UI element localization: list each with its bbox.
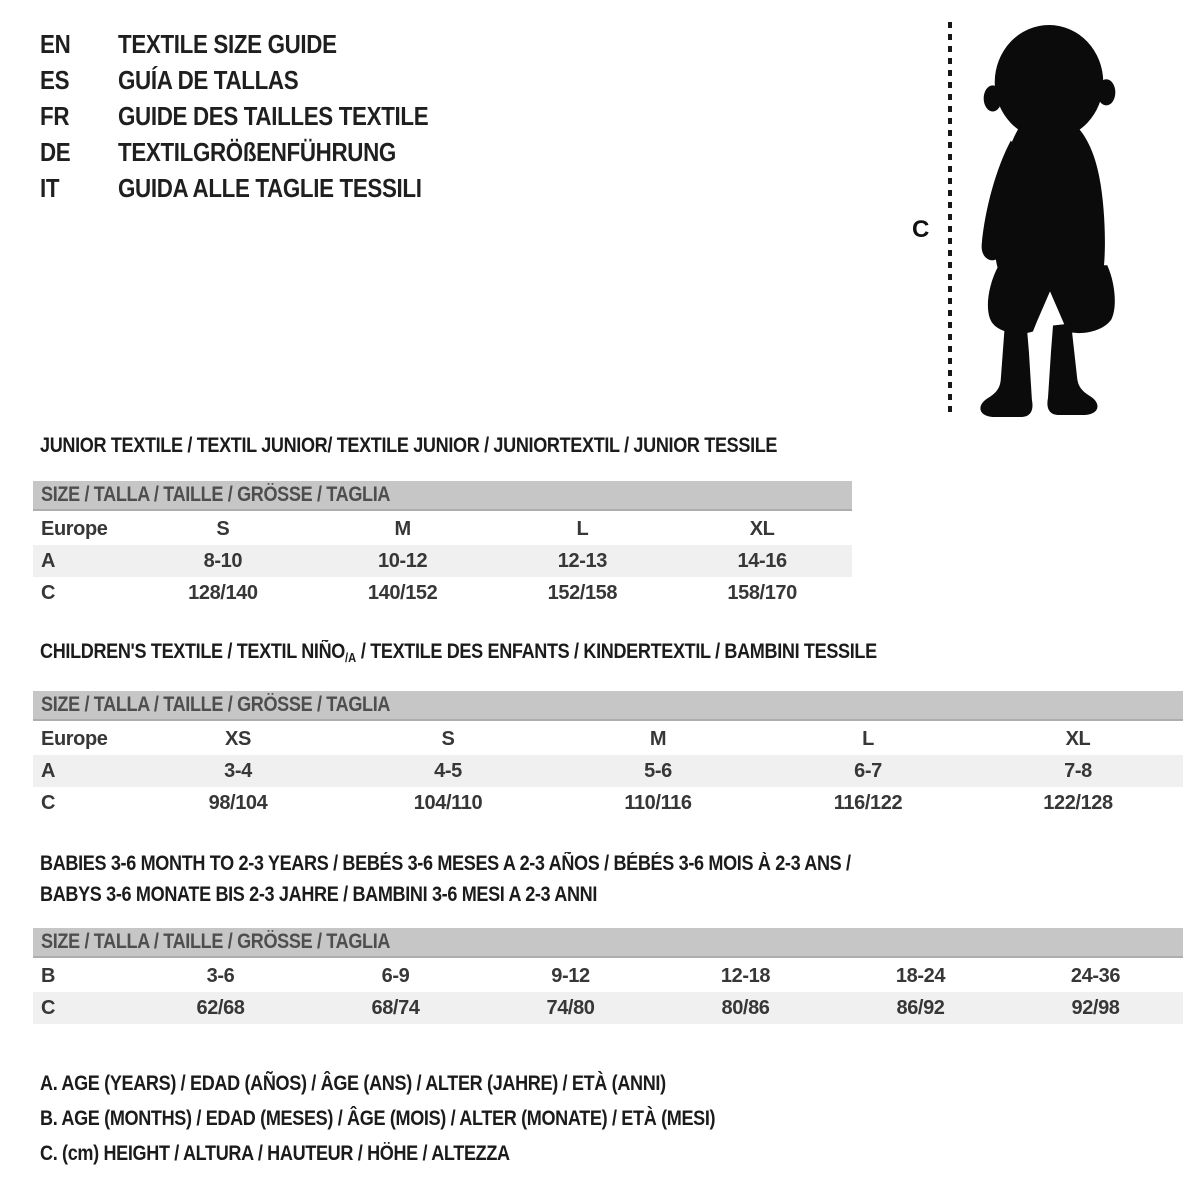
table-cell: L (862, 727, 874, 750)
table-cell: S (441, 727, 455, 750)
language-code: IT (40, 172, 60, 203)
language-title: TEXTILGRÖßENFÜHRUNG (118, 136, 396, 167)
table-body (33, 723, 1183, 819)
size-header-text: SIZE / TALLA / TAILLE / GRÖSSE / TAGLIA (41, 930, 391, 953)
table-cell: 104/110 (413, 791, 483, 814)
table-row (33, 723, 1183, 755)
language-code: FR (40, 100, 70, 131)
table-row (33, 513, 852, 545)
table-cell: L (576, 517, 589, 540)
section-title-junior (40, 434, 897, 458)
table-cell: 86/92 (896, 996, 945, 1019)
language-row-es (40, 62, 479, 98)
table-cell: XS (225, 727, 251, 750)
table-cell: 14-16 (737, 549, 787, 572)
table-cell: 3-4 (224, 759, 252, 782)
table-cell: 8-10 (203, 549, 243, 572)
table-cell: 12-18 (720, 964, 771, 987)
size-header-bar (33, 481, 852, 511)
table-cell: 158/170 (727, 581, 797, 604)
table-row (33, 545, 852, 577)
table-cell: 5-6 (644, 759, 672, 782)
size-header-text: SIZE / TALLA / TAILLE / GRÖSSE / TAGLIA (41, 483, 391, 506)
language-code: DE (40, 136, 71, 167)
section-title-line1: BABIES 3-6 MONTH TO 2-3 YEARS / BEBÉS 3-6 MESES A 2-3 AÑOS / BÉBÉS 3-6 MOIS À 2-3 ANS / (40, 852, 851, 875)
row-label: Europe (41, 517, 108, 540)
table-cell: XL (749, 517, 775, 540)
size-table-junior (33, 481, 852, 609)
row-label: A (41, 759, 56, 782)
table-cell: S (216, 517, 230, 540)
section-title-text: JUNIOR TEXTILE / TEXTIL JUNIOR/ TEXTILE JUNIOR / JUNIORTEXTIL / JUNIOR TESSILE (40, 434, 778, 457)
table-cell: 116/122 (833, 791, 903, 814)
size-header-text: SIZE / TALLA / TAILLE / GRÖSSE / TAGLIA (41, 693, 391, 716)
table-row (33, 992, 1183, 1024)
row-label: C (41, 996, 56, 1019)
table-cell: 140/152 (367, 581, 438, 604)
table-cell: 74/80 (546, 996, 595, 1019)
table-cell: M (649, 727, 667, 750)
row-label: A (41, 549, 56, 572)
footnotes (40, 1066, 825, 1171)
table-cell: 68/74 (371, 996, 420, 1019)
table-cell: XL (1065, 727, 1091, 750)
table-cell: M (394, 517, 411, 540)
table-cell: 98/104 (208, 791, 268, 814)
table-body (33, 960, 1183, 1024)
row-label: Europe (41, 727, 108, 750)
size-table-children (33, 691, 1183, 819)
language-row-it (40, 170, 479, 206)
table-cell: 4-5 (434, 759, 462, 782)
size-header-bar (33, 928, 1183, 958)
table-cell: 6-7 (854, 759, 882, 782)
section-title-babies (40, 848, 983, 910)
toddler-silhouette-image (958, 20, 1142, 420)
table-cell: 152/158 (547, 581, 618, 604)
row-label: C (41, 581, 56, 604)
table-row (33, 577, 852, 609)
section-title-text: CHILDREN'S TEXTILE / TEXTIL NIÑO/A / TEXTILE DES ENFANTS / KINDERTEXTIL / BAMBINI TESSILE (40, 640, 877, 665)
table-cell: 3-6 (206, 964, 235, 987)
row-label: B (41, 964, 56, 987)
language-code: EN (40, 28, 71, 59)
table-row (33, 960, 1183, 992)
size-header-bar (33, 691, 1183, 721)
table-cell: 9-12 (551, 964, 590, 987)
footnote-b: B. AGE (MONTHS) / EDAD (MESES) / ÂGE (MOIS) / ALTER (MONATE) / ETÀ (MESI) (40, 1107, 716, 1130)
language-title: GUIDE DES TAILLES TEXTILE (118, 100, 429, 131)
size-table-babies (33, 928, 1183, 1024)
section-title-line2: BABYS 3-6 MONATE BIS 2-3 JAHRE / BAMBINI 3-6 MESI A 2-3 ANNI (40, 883, 598, 906)
table-row (33, 787, 1183, 819)
language-title: TEXTILE SIZE GUIDE (118, 28, 337, 59)
language-title: GUIDA ALLE TAGLIE TESSILI (118, 172, 422, 203)
language-row-en (40, 26, 479, 62)
table-cell: 10-12 (378, 549, 428, 572)
table-cell: 110/116 (624, 791, 692, 814)
height-measure-dashed-line (948, 22, 952, 416)
language-row-fr (40, 98, 479, 134)
language-code: ES (40, 64, 70, 95)
footnote-a: A. AGE (YEARS) / EDAD (AÑOS) / ÂGE (ANS) / ALTER (JAHRE) / ETÀ (ANNI) (40, 1072, 666, 1095)
table-cell: 80/86 (721, 996, 770, 1019)
table-cell: 6-9 (381, 964, 410, 987)
table-cell: 128/140 (188, 581, 258, 604)
language-header (40, 26, 479, 206)
table-cell: 24-36 (1070, 964, 1121, 987)
table-cell: 18-24 (895, 964, 946, 987)
table-cell: 7-8 (1064, 759, 1092, 782)
row-label: C (41, 791, 56, 814)
language-title: GUÍA DE TALLAS (118, 64, 299, 95)
height-label-c: C (912, 216, 930, 243)
table-cell: 92/98 (1071, 996, 1120, 1019)
table-row (33, 755, 1183, 787)
table-cell: 12-13 (557, 549, 607, 572)
table-body (33, 513, 852, 609)
footnote-c: C. (cm) HEIGHT / ALTURA / HAUTEUR / HÖHE / ALTEZZA (40, 1142, 510, 1165)
section-title-children (40, 640, 1013, 664)
nino-a-subscript: /A (345, 650, 357, 665)
language-row-de (40, 134, 479, 170)
table-cell: 62/68 (196, 996, 245, 1019)
table-cell: 122/128 (1043, 791, 1113, 814)
